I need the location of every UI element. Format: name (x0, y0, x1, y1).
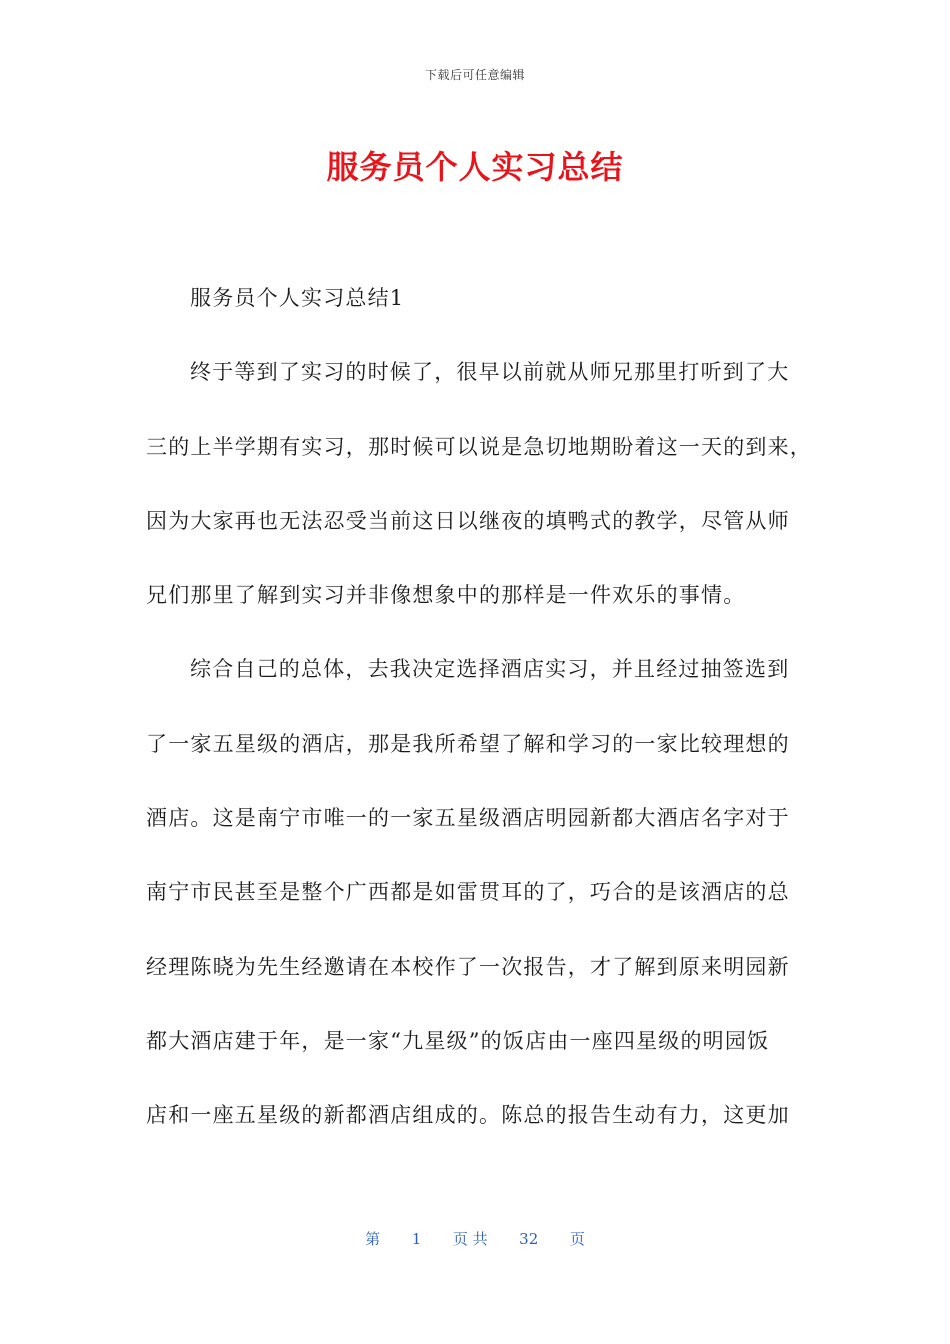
paragraph-line: 南宁市民甚至是整个广西都是如雷贯耳的了，巧合的是该酒店的总 (146, 880, 790, 905)
footer-suffix: 页 (569, 1230, 585, 1248)
footer-current-page: 1 (411, 1230, 422, 1248)
footer-total-pages: 32 (519, 1230, 539, 1248)
paragraph-line: 综合自己的总体，去我决定选择酒店实习，并且经过抽签选到 (190, 657, 790, 682)
paragraph-line: 终于等到了实习的时候了，很早以前就从师兄那里打听到了大 (190, 360, 790, 385)
paragraph-line: 店和一座五星级的新都酒店组成的。陈总的报告生动有力，这更加 (146, 1103, 790, 1128)
paragraph-line: 酒店。这是南宁市唯一的一家五星级酒店明园新都大酒店名字对于 (146, 806, 790, 831)
paragraph-line: 了一家五星级的酒店，那是我所希望了解和学习的一家比较理想的 (146, 731, 790, 756)
page-number-footer (0, 1228, 950, 1249)
paragraph-line: 因为大家再也无法忍受当前这日以继夜的填鸭式的教学，尽管从师 (146, 508, 790, 533)
paragraph-line: 三的上半学期有实习，那时候可以说是急切地期盼着这一天的到来， (146, 434, 812, 459)
document-body (146, 280, 812, 1172)
section-heading: 服务员个人实习总结1 (190, 286, 405, 310)
document-title: 服务员个人实习总结 (326, 148, 624, 186)
paragraph-line: 都大酒店建于年，是一家“九星级”的饭店由一座四星级的明园饭 (146, 1028, 770, 1053)
footer-prefix: 第 (365, 1230, 381, 1248)
paragraph-line: 兄们那里了解到实习并非像想象中的那样是一件欢乐的事情。 (146, 583, 746, 608)
footer-middle: 页 共 (452, 1230, 488, 1248)
paragraph-line: 经理陈晓为先生经邀请在本校作了一次报告，才了解到原来明园新 (146, 954, 790, 979)
page-header-note: 下载后可任意编辑 (424, 68, 525, 82)
